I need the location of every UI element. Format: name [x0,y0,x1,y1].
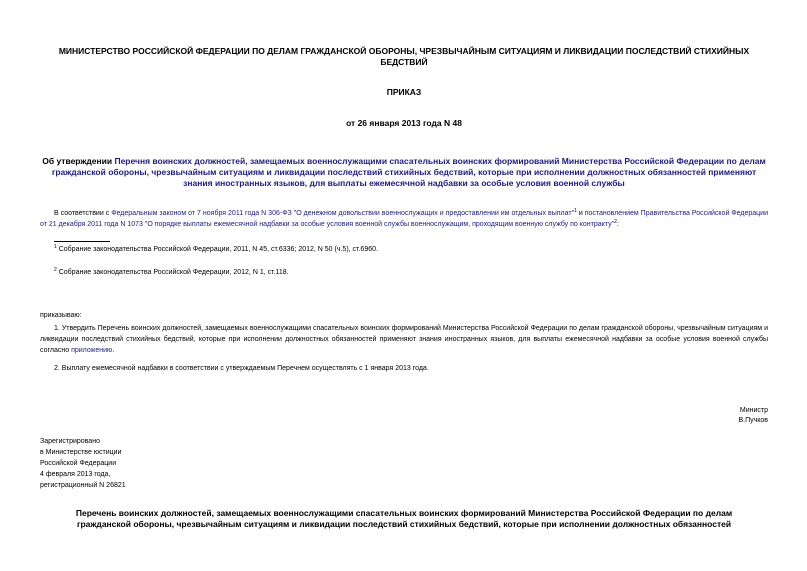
footnote-ref-2[interactable]: 2 [614,219,617,225]
order-item-1-text: 1. Утвердить Перечень воинских должностей, замещаемых военнослужащими спасательных воинских формирований Министерства Российской Федерации по делам гражданской обороны, чрезвычайным ситуациям и ликвидации последствий стихийных бедствий, которые при исполнении должностных обязанностей применяют знания иностранных языков, для выплаты ежемесячной надбавки за особые условия военной службы согласно [40,325,768,354]
preamble-paragraph [40,208,768,230]
footnote-ref-1[interactable]: 1 [574,208,577,214]
footnote-divider [54,241,110,242]
registration-block [40,436,240,491]
registration-line-2: в Министерстве юстиции [40,449,122,456]
preamble-text-1: В соответствии с [54,210,112,217]
footnote-text-2: Собрание законодательства Российской Федерации, 2012, N 1, ст.118. [56,269,289,276]
footnote-2 [54,267,754,278]
document-title [40,156,768,189]
registration-line-5: регистрационный N 26821 [40,482,126,489]
title-link[interactable]: Перечня воинских должностей, замещаемых военнослужащими спасательных воинских формирований Министерства Российской Федерации по делам гражданской обороны, чрезвычайным ситуациям и ликвидации последствий стихийных бедствий, которые при исполнении должностных обязанностей применяют знания иностранных языков, для выплаты ежемесячной надбавки за особые условия военной службы [51,156,766,188]
footnote-text-1: Собрание законодательства Российской Федерации, 2011, N 45, ст.6336; 2012, N 50 (ч.5), ст.6960. [56,246,378,253]
appendix-title: Перечень воинских должностей, замещаемых военнослужащими спасательных воинских формирований Министерства Российской Федерации по делам гражданской обороны, чрезвычайным ситуациям и ликвидации последствий стихийных бедствий, которые при исполнении должностных обязанностей [75,508,733,529]
signature-position: Министр [739,407,768,414]
federal-law-link[interactable]: Федеральным законом от 7 ноября 2011 года N 306-ФЗ "О денежном довольствии военнослужащих и предоставлении им отдельных выплат" [111,210,575,217]
order-item-1-end: . [112,347,115,354]
registration-line-4: 4 февраля 2013 года, [40,471,111,478]
order-item-2: 2. Выплату ежемесячной надбавки в соответствии с утверждаемым Перечнем осуществлять с 1 января 2013 года. [54,365,429,372]
government-decree-link[interactable]: постановлением Правительства Российской Федерации от 21 декабря 2011 года N 1073 "О порядке выплаты ежемесячной надбавки за особые условия военной службы военнослужащим, проходящим военную службу по контракту" [40,210,768,228]
appendix-link[interactable]: приложению [71,347,113,354]
preamble-text-2: и [576,210,585,217]
title-prefix: Об утверждении [42,156,115,166]
document-type: ПРИКАЗ [386,87,422,97]
order-word: приказываю: [40,312,82,319]
footnote-1 [54,244,754,255]
footnote-mark-1: 1 [54,244,57,250]
registration-line-3: Российской Федерации [40,460,117,467]
document-date-number: от 26 января 2013 года N 48 [346,118,462,128]
registration-line-1: Зарегистрировано [40,438,100,445]
footnote-mark-2: 2 [54,267,57,273]
preamble-text-3: : [616,221,619,228]
ministry-heading: МИНИСТЕРСТВО РОССИЙСКОЙ ФЕДЕРАЦИИ ПО ДЕЛАМ ГРАЖДАНСКОЙ ОБОРОНЫ, ЧРЕЗВЫЧАЙНЫМ СИТУАЦИЯМ И ЛИКВИДАЦИИ ПОСЛЕДСТВИЙ СТИХИЙНЫХ БЕДСТВИЙ [58,46,750,67]
order-item-1 [40,323,768,356]
signature-name: В.Пучков [738,417,768,424]
